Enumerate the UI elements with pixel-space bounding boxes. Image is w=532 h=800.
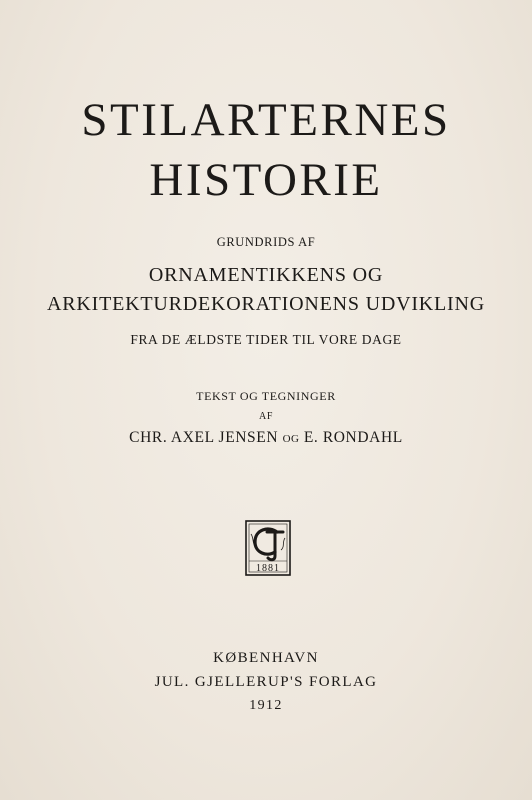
author-1: CHR. AXEL JENSEN	[129, 429, 279, 446]
author-2: E. RONDAHL	[303, 429, 403, 446]
credits-line-2: AF	[259, 411, 273, 422]
imprint-publisher: JUL. GJELLERUP'S FORLAG	[154, 674, 378, 690]
author-conjunction: OG	[282, 433, 300, 445]
subtitle-line-1: ORNAMENTIKKENS OG	[148, 264, 384, 286]
title-line-1: STILARTERNES	[81, 94, 451, 146]
subtitle-intro: GRUNDRIDS AF	[216, 235, 316, 249]
imprint-year: 1912	[249, 698, 283, 713]
emblem-year: 1881	[256, 563, 280, 574]
publisher-monogram-icon	[245, 520, 291, 576]
subtitle-line-3: FRA DE ÆLDSTE TIDER TIL VORE DAGE	[130, 332, 402, 347]
credits-line-1: TEKST OG TEGNINGER	[196, 389, 336, 403]
authors-line	[0, 428, 532, 449]
imprint-city: KØBENHAVN	[213, 650, 319, 666]
subtitle-line-2: ARKITEKTURDEKORATIONENS UDVIKLING	[46, 293, 486, 315]
title-line-2: HISTORIE	[149, 154, 383, 206]
